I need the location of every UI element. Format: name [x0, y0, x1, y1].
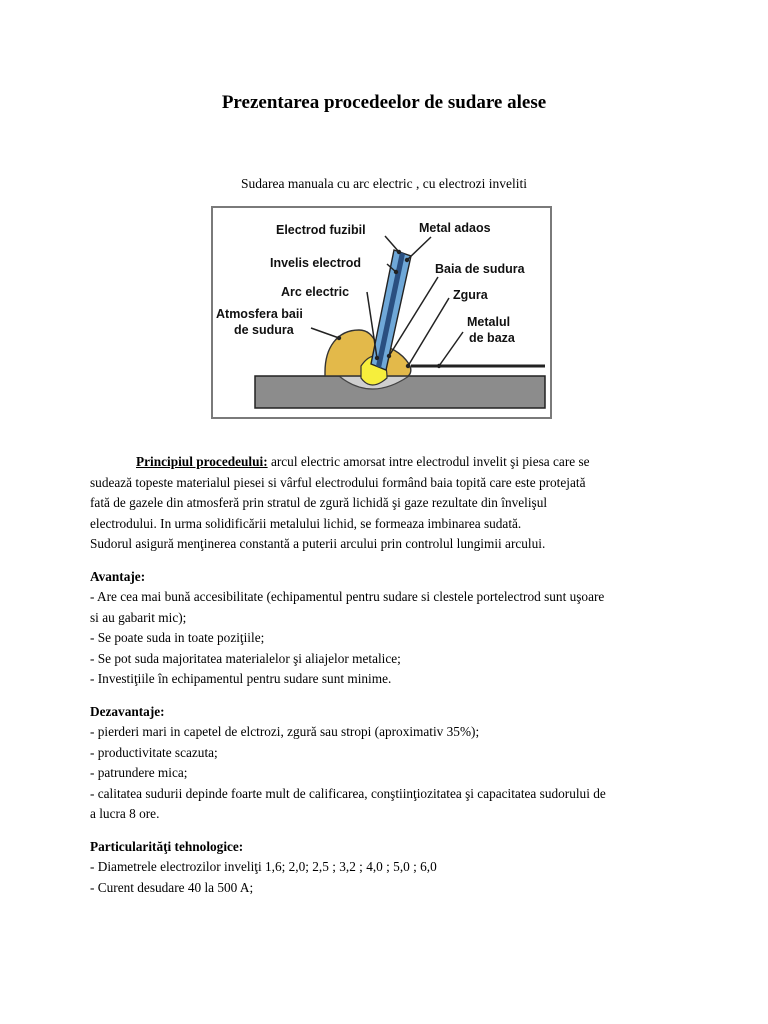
label-atmosfera-1: Atmosfera baii [216, 307, 303, 321]
advantages-line: - Investiţiile în echipamentul pentru sudare sunt minime. [90, 671, 392, 686]
leader-dot-baia [387, 354, 391, 358]
technological-line: - Curent desudare 40 la 500 A; [90, 879, 254, 895]
document-body [90, 452, 670, 898]
label-electrod-fuzibil: Electrod fuzibil [276, 223, 366, 237]
label-metal-adaos: Metal adaos [419, 221, 491, 235]
disadvantages-line: - pierderi mari in capetel de elctrozi, zgură sau stropi (aproximativ 35%); [90, 724, 480, 739]
leader-dot-atmosfera [337, 336, 341, 340]
disadvantages-line: - patrundere mica; [90, 765, 188, 780]
disadvantages-line: - calitatea sudurii depinde foarte mult de calificarea, conştiinţiozitatea şi capacitatea sudorului de [90, 785, 606, 801]
disadvantages-line: a lucra 8 ore. [90, 806, 160, 821]
advantages-line: - Se pot suda majoritatea materialelor şi aliajelor metalice; [90, 650, 401, 666]
welding-diagram [211, 206, 552, 419]
leader-dot-invelis [394, 270, 398, 274]
label-arc-electric: Arc electric [281, 285, 350, 299]
label-invelis-electrod: Invelis electrod [270, 256, 362, 270]
advantages-line: - Are cea mai bună accesibilitate (echipamentul pentru sudare si clestele portelectrod sunt uşoare [90, 589, 605, 604]
disadvantages-line: - productivitate scazuta; [90, 744, 218, 760]
document-title: Prezentarea procedeelor de sudare alese [221, 92, 547, 113]
label-zgura: Zgura [453, 288, 488, 302]
leader-dot-arc [375, 356, 379, 360]
principle-line: fată de gazele din atmosferă prin stratul de zgură lichidă şi gaze rezultate din învelişul [90, 495, 548, 510]
document-subtitle: Sudarea manuala cu arc electric , cu electrozi inveliti [241, 176, 527, 191]
advantages-heading: Avantaje: [90, 568, 146, 584]
principle-first-line [90, 452, 670, 473]
principle-line: Sudorul asigură menţinerea constantă a puterii arcului prin controlul lungimii arcului. [90, 536, 546, 551]
principle-line: electrodului. In urma solidificării metalului lichid, se formeaza imbinarea sudată. [90, 515, 522, 531]
advantages-line: si au gabarit mic); [90, 609, 187, 625]
principle-line: arcul electric amorsat intre electrodul invelit şi piesa care se [270, 454, 590, 469]
leader-dot-metalul [437, 364, 441, 368]
label-metalul-1: Metalul [467, 315, 511, 329]
principle-line: sudează topeste materialul piesei si vârful electrodului formând baia topită care este protejată [90, 474, 586, 490]
leader-dot-metal-adaos [405, 258, 409, 262]
technological-heading: Particularităţi tehnologice: [90, 838, 244, 854]
label-baia-de-sudura: Baia de sudura [435, 262, 525, 276]
disadvantages-heading: Dezavantaje: [90, 703, 165, 719]
leader-dot-zgura [406, 364, 410, 368]
principle-heading: Principiul procedeului: [136, 454, 268, 469]
technological-line: - Diametrele electrozilor inveliţi 1,6; 2,0; 2,5 ; 3,2 ; 4,0 ; 5,0 ; 6,0 [90, 859, 437, 874]
advantages-line: - Se poate suda in toate poziţiile; [90, 630, 265, 645]
leader-dot-electrod [397, 250, 401, 254]
label-metalul-2: de baza [469, 331, 515, 345]
label-atmosfera-2: de sudura [234, 323, 294, 337]
